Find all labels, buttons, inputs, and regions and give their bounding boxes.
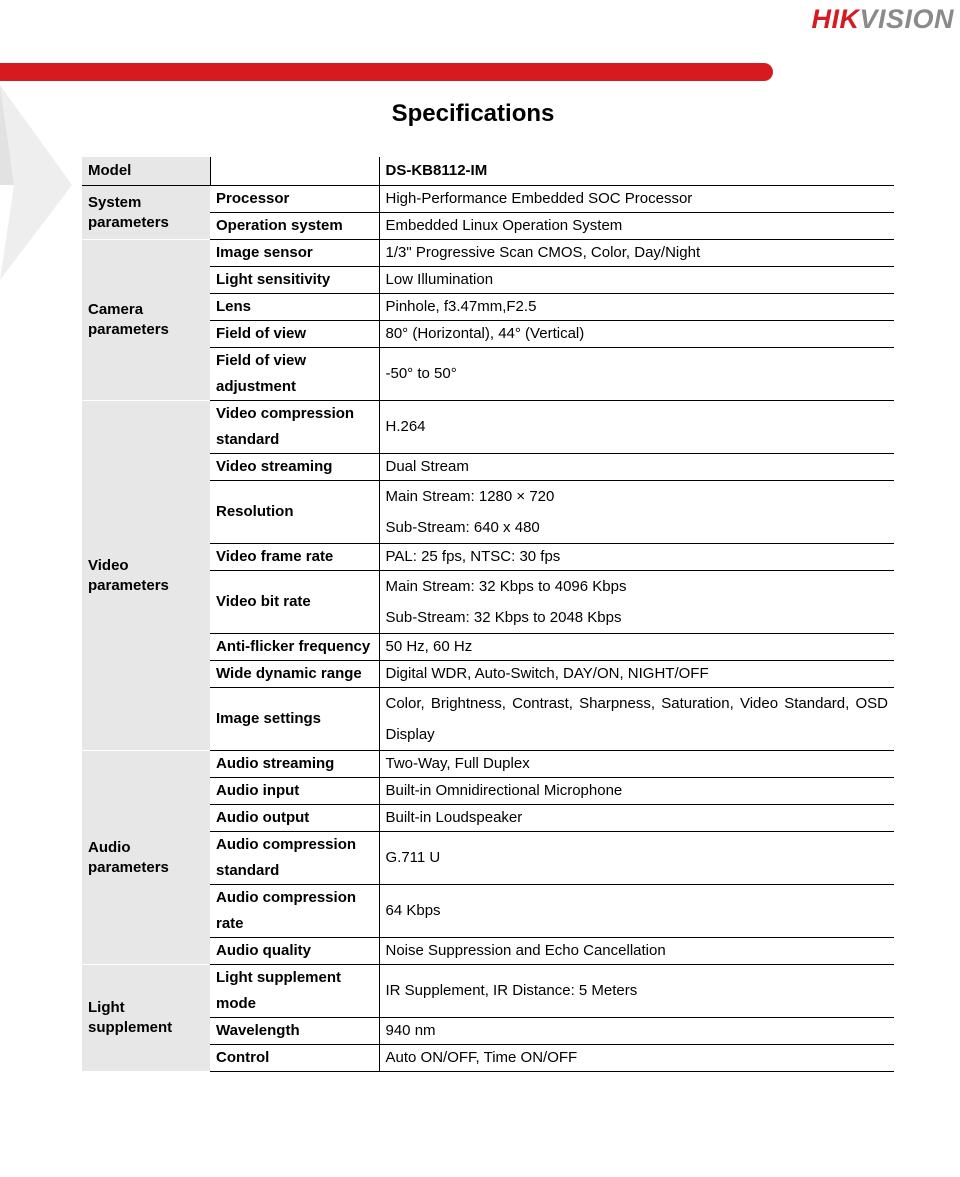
value-line: -50° to 50° — [385, 365, 457, 382]
value-processor — [379, 186, 894, 213]
value-lens — [379, 294, 894, 321]
value-line: 940 nm — [385, 1022, 436, 1039]
value-anti-flicker-frequency — [379, 634, 894, 661]
param-field-of-view: Field of view — [210, 321, 379, 348]
value-line: Sub-Stream: 640 x 480 — [385, 519, 540, 536]
value-video-streaming — [379, 454, 894, 481]
model-label: Model — [82, 157, 210, 186]
param-anti-flicker-frequency: Anti-flicker frequency — [210, 634, 379, 661]
page-title: Specifications — [391, 100, 555, 127]
param-video-compression-standard: Video compression standard — [210, 401, 379, 454]
value-image-sensor — [379, 240, 894, 267]
table-row — [82, 965, 894, 1018]
table-row — [82, 401, 894, 454]
value-video-compression-standard — [379, 401, 894, 454]
model-value: DS-KB8112-IM — [379, 157, 894, 186]
param-operation-system: Operation system — [210, 213, 379, 240]
value-audio-compression-rate — [379, 885, 894, 938]
param-audio-compression-rate: Audio compression rate — [210, 885, 379, 938]
param-wide-dynamic-range: Wide dynamic range — [210, 661, 379, 688]
value-audio-input — [379, 778, 894, 805]
value-field-of-view-adjustment — [379, 348, 894, 401]
param-video-bit-rate: Video bit rate — [210, 571, 379, 634]
value-audio-streaming — [379, 751, 894, 778]
value-line: Low Illumination — [385, 271, 494, 288]
value-line: Built-in Loudspeaker — [385, 809, 523, 826]
param-audio-streaming: Audio streaming — [210, 751, 379, 778]
param-image-sensor: Image sensor — [210, 240, 379, 267]
group-light-supplement: Light supplement — [82, 965, 210, 1072]
param-lens: Lens — [210, 294, 379, 321]
value-light-sensitivity — [379, 267, 894, 294]
value-line: IR Supplement, IR Distance: 5 Meters — [385, 982, 638, 999]
value-line: Sub-Stream: 32 Kbps to 2048 Kbps — [385, 609, 622, 626]
value-image-settings — [379, 688, 894, 751]
value-operation-system — [379, 213, 894, 240]
value-line: Pinhole, f3.47mm,F2.5 — [385, 298, 537, 315]
value-line: Color, Brightness, Contrast, Sharpness, Saturation, Video Standard, OSD Display — [385, 695, 888, 743]
value-line: High-Performance Embedded SOC Processor — [385, 190, 693, 207]
param-wavelength: Wavelength — [210, 1018, 379, 1045]
param-audio-input: Audio input — [210, 778, 379, 805]
specifications-table — [82, 157, 894, 1072]
table-row — [82, 186, 894, 213]
param-image-settings: Image settings — [210, 688, 379, 751]
hikvision-logo — [811, 4, 954, 35]
value-line: H.264 — [385, 418, 426, 435]
param-resolution: Resolution — [210, 481, 379, 544]
value-line: 50 Hz, 60 Hz — [385, 638, 473, 655]
table-row — [82, 240, 894, 267]
param-audio-compression-standard: Audio compression standard — [210, 832, 379, 885]
value-line: PAL: 25 fps, NTSC: 30 fps — [385, 548, 561, 565]
value-line: Main Stream: 32 Kbps to 4096 Kbps — [385, 578, 627, 595]
value-line: 1/3" Progressive Scan CMOS, Color, Day/Night — [385, 244, 701, 261]
logo-grey-text: VISION — [859, 4, 954, 34]
value-audio-output — [379, 805, 894, 832]
param-field-of-view-adjustment: Field of view adjustment — [210, 348, 379, 401]
param-audio-quality: Audio quality — [210, 938, 379, 965]
param-video-frame-rate: Video frame rate — [210, 544, 379, 571]
model-row — [82, 157, 894, 186]
value-line: 80° (Horizontal), 44° (Vertical) — [385, 325, 585, 342]
value-light-supplement-mode — [379, 965, 894, 1018]
value-audio-quality — [379, 938, 894, 965]
value-field-of-view — [379, 321, 894, 348]
group-camera-parameters: Camera parameters — [82, 240, 210, 401]
param-audio-output: Audio output — [210, 805, 379, 832]
value-audio-compression-standard — [379, 832, 894, 885]
value-line: G.711 U — [385, 849, 441, 866]
param-light-sensitivity: Light sensitivity — [210, 267, 379, 294]
param-processor: Processor — [210, 186, 379, 213]
logo-red-text: HIK — [811, 4, 860, 34]
group-video-parameters: Video parameters — [82, 401, 210, 751]
value-line: Noise Suppression and Echo Cancellation — [385, 942, 666, 959]
model-blank-cell — [210, 157, 379, 186]
param-light-supplement-mode: Light supplement mode — [210, 965, 379, 1018]
value-line: Digital WDR, Auto-Switch, DAY/ON, NIGHT/OFF — [385, 665, 709, 682]
header-red-bar — [0, 63, 773, 81]
value-control — [379, 1045, 894, 1072]
group-audio-parameters: Audio parameters — [82, 751, 210, 965]
value-line: Two-Way, Full Duplex — [385, 755, 530, 772]
value-line: Main Stream: 1280 × 720 — [385, 488, 555, 505]
value-video-bit-rate — [379, 571, 894, 634]
value-wavelength — [379, 1018, 894, 1045]
value-resolution — [379, 481, 894, 544]
table-row — [82, 751, 894, 778]
param-control: Control — [210, 1045, 379, 1072]
param-video-streaming: Video streaming — [210, 454, 379, 481]
group-system-parameters: System parameters — [82, 186, 210, 240]
value-line: Built-in Omnidirectional Microphone — [385, 782, 623, 799]
value-line: Auto ON/OFF, Time ON/OFF — [385, 1049, 578, 1066]
value-video-frame-rate — [379, 544, 894, 571]
value-line: Embedded Linux Operation System — [385, 217, 623, 234]
value-wide-dynamic-range — [379, 661, 894, 688]
value-line: 64 Kbps — [385, 902, 441, 919]
value-line: Dual Stream — [385, 458, 469, 475]
